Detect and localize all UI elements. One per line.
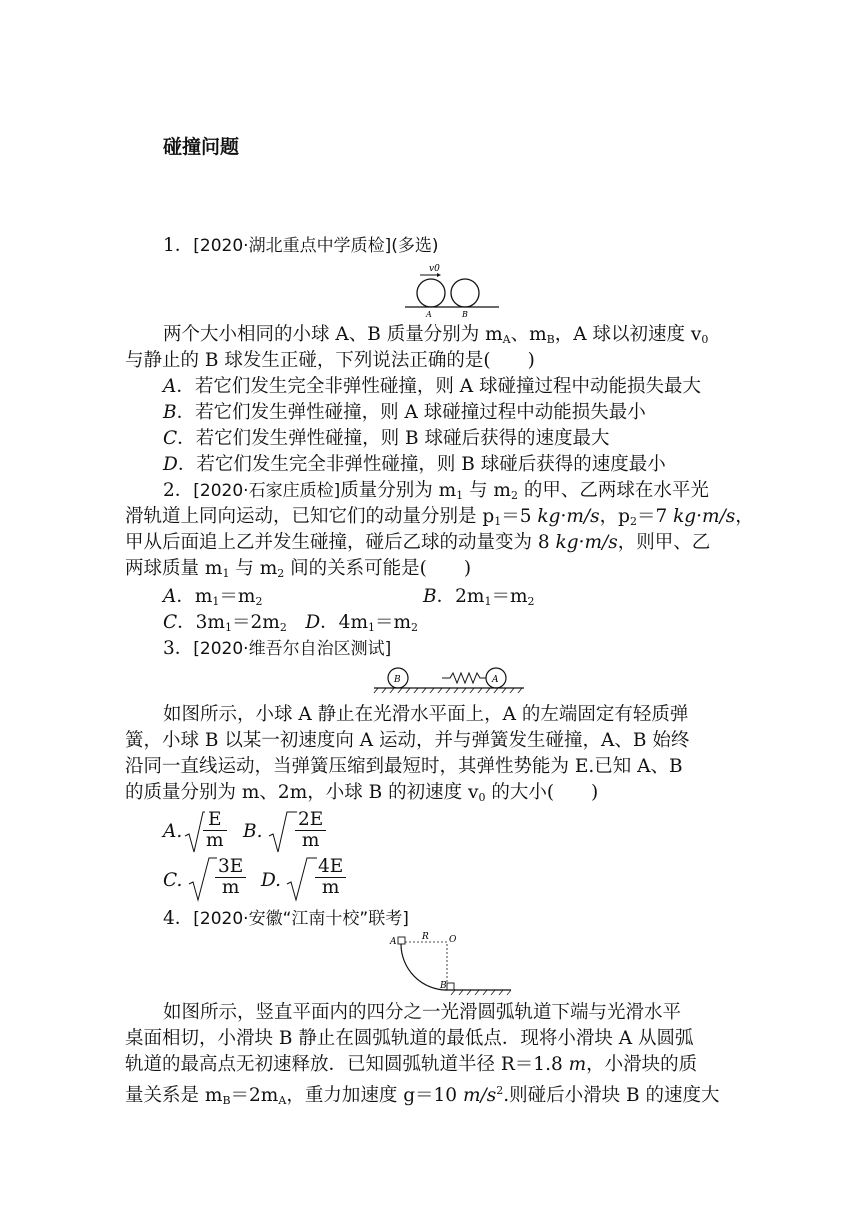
q3-fig-a: A bbox=[492, 675, 499, 685]
q2-line4: 两球质量 $m_1$ 与 $m_2$ 间的关系可能是( ) bbox=[125, 558, 472, 580]
q4-fig-r: R bbox=[422, 932, 429, 942]
document-page: 碰撞问题 1．[2020·湖北重点中学质检](多选) v0 A B 两个大小相同的小球 A、B 质量分别为 $m_A$、$m_B$，A 球以初速度 $v_0$ 与静止的 B 球发生正碰，下列说法正确的是( ) A．若它们发生完全非弹性碰撞，则 A 球碰撞过程中动能损失最大 B．若它们发生弹性碰撞，则 A 球碰撞过程中动能损失最小 C．若它们发生弹性碰撞，则 B 球碰后获得的速度最大 D．若它们发生完全非弹性碰撞，则 B 球碰后获得的速度最小 2．[2020·石家庄质检]质量分别为 $m_1$ 与 $m_2$ 的甲、乙两球在水平光 滑轨道上同向运动，已知它们的动量分别是 $p_1=5$ kg·m/s，$p_2=7$ kg·m/s， 甲从后面追上乙并发生碰撞，碰后乙球的动量变为 8 kg·m/s，则甲、乙 两球质量 $m_1$ 与 $m_2$ 间的关系可能是( ) A．$m_1=m_2$ B．$2m_1=m_2$ C．$3m_1=2m_2$ D．$4m_1=m_2$ 3．[2020·维吾尔自治区测试] B A 如图所示，小球 A 静止在光滑水平面上，A 的左端固定有轻质弹 簧，小球 B 以某一初速度向 A 运动，并与弹簧发生碰撞，A、B 始终 沿同一直线运动，当弹簧压缩到最短时，其弹性势能为 E.已知 A、B 的质量分别为 m、2m，小球 B 的初速度 $v_0$ 的大小( ) A. $\frac{E}{m}$ B. $\frac{2E}{m}$ C. $\frac{3E}{m}$ D. $\frac{4E}{m}$ 4．[2020·安徽“江南十校”联考] A R O B 如图所示，竖直平面内的四分之一光滑圆弧轨道下端与光滑水平 桌面相切，小滑块 B 静止在圆弧轨道的最低点．现将小滑块 A 从圆弧 轨道的最高点无初速释放．已知圆弧轨道半径 R＝1.8 m，小滑块的质 量关系是 $m_B=2m_A$，重力加速度 g＝10 $m/s^2$.则碰后小滑块 B 的速度大 bbox=[0, 0, 860, 1216]
q1-stem-line2: 与静止的 B 球发生正碰，下列说法正确的是( ) bbox=[125, 350, 535, 371]
q3-figure bbox=[370, 664, 528, 694]
q3-fig-b: B bbox=[394, 675, 401, 685]
q1-number: 1． bbox=[163, 235, 194, 256]
q3-option-d-frac: $\frac{4E}{m}$ bbox=[315, 857, 346, 898]
q4-line3: 轨道的最高点无初速释放．已知圆弧轨道半径 R＝1.8 m，小滑块的质 bbox=[125, 1054, 698, 1075]
page-title: 碰撞问题 bbox=[163, 136, 240, 158]
q4-fig-b: B bbox=[440, 981, 447, 991]
q3-option-a-frac: $\frac{E}{m}$ bbox=[203, 810, 227, 851]
q1-fig-a: A bbox=[426, 310, 432, 319]
q1-option-b: B．若它们发生弹性碰撞，则 A 球碰撞过程中动能损失最小 bbox=[163, 402, 646, 423]
q1-option-c: C．若它们发生弹性碰撞，则 B 球碰后获得的速度最大 bbox=[163, 428, 610, 449]
q4-header: 4．[2020·安徽“江南十校”联考] bbox=[163, 908, 409, 929]
q3-option-b-frac: $\frac{2E}{m}$ bbox=[295, 810, 326, 851]
q1-option-a: A．若它们发生完全非弹性碰撞，则 A 球碰撞过程中动能损失最大 bbox=[163, 376, 701, 397]
q1-header bbox=[163, 233, 438, 259]
q4-fig-a: A bbox=[390, 937, 397, 947]
q3-header: 3．[2020·维吾尔自治区测试] bbox=[163, 638, 392, 659]
q1-figure bbox=[403, 263, 503, 319]
q2-line2: 滑轨道上同向运动，已知它们的动量分别是 $p_1=5$ kg·m/s，$p_2=7$ kg·m/s， bbox=[125, 506, 754, 528]
q2-line1: 2．[2020·石家庄质检]质量分别为 $m_1$ 与 $m_2$ 的甲、乙两球在水平光 bbox=[163, 480, 709, 502]
q1-fig-v0: v0 bbox=[429, 264, 440, 274]
q4-figure bbox=[385, 930, 515, 998]
q4-fig-o: O bbox=[449, 935, 457, 945]
q3-line4: 的质量分别为 m、2m，小球 B 的初速度 $v_0$ 的大小( ) bbox=[125, 782, 599, 804]
q1-option-d: D．若它们发生完全非弹性碰撞，则 B 球碰后获得的速度最小 bbox=[163, 454, 666, 475]
q3-line2: 簧，小球 B 以某一初速度向 A 运动，并与弹簧发生碰撞，A、B 始终 bbox=[125, 730, 690, 751]
q2-option-a: A．$m_1=m_2$ bbox=[163, 586, 263, 608]
q2-line3: 甲从后面追上乙并发生碰撞，碰后乙球的动量变为 8 kg·m/s，则甲、乙 bbox=[125, 532, 711, 553]
q3-option-c-frac: $\frac{3E}{m}$ bbox=[215, 857, 246, 898]
q4-line4: 量关系是 $m_B=2m_A$，重力加速度 g＝10 $m/s^2$.则碰后小滑块 B 的速度大 bbox=[125, 1084, 720, 1108]
q3-line1: 如图所示，小球 A 静止在光滑水平面上，A 的左端固定有轻质弹 bbox=[163, 704, 689, 725]
q3-line3: 沿同一直线运动，当弹簧压缩到最短时，其弹性势能为 E.已知 A、B bbox=[125, 756, 683, 777]
q1-fig-b: B bbox=[462, 310, 468, 319]
q1-stem-line1: 两个大小相同的小球 A、B 质量分别为 $m_A$、$m_B$，A 球以初速度 $v_0$ bbox=[163, 324, 709, 346]
q4-line1: 如图所示，竖直平面内的四分之一光滑圆弧轨道下端与光滑水平 bbox=[163, 1002, 682, 1023]
q2-option-cd: C．$3m_1=2m_2$ D．$4m_1=m_2$ bbox=[163, 612, 419, 634]
q4-line2: 桌面相切，小滑块 B 静止在圆弧轨道的最低点．现将小滑块 A 从圆弧 bbox=[125, 1028, 694, 1049]
q1-source: [2020·湖北重点中学质检](多选) bbox=[193, 236, 439, 256]
q2-option-b: B．$2m_1=m_2$ bbox=[423, 586, 535, 608]
